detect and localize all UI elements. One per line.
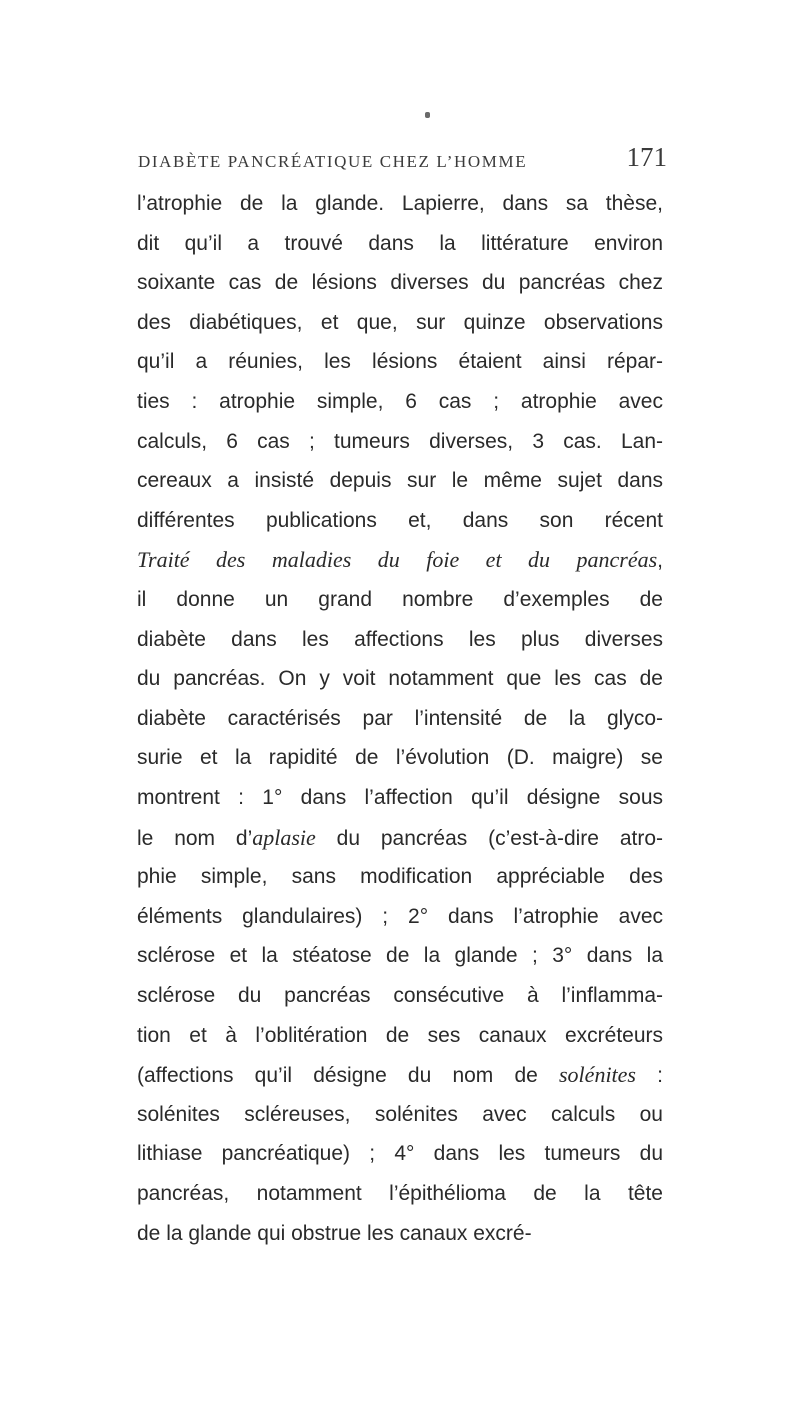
text-line [137,738,663,778]
text-line [137,1055,663,1095]
text-segment: diabète caractérisés par l’intensité de la glyco- [137,707,663,730]
text-segment: montrent : 1° dans l’affection qu’il désigne sous [137,786,663,809]
printer-mark [425,112,430,118]
text-segment: (affections qu’il désigne du nom de [137,1064,559,1087]
text-segment: de la glande qui obstrue les canaux excré- [137,1222,532,1245]
text-segment: cereaux a insisté depuis sur le même sujet dans [137,469,663,492]
text-line [137,422,663,462]
text-line [137,1016,663,1056]
text-segment: éléments glandulaires) ; 2° dans l’atrophie avec [137,905,663,928]
italic-title: Traité des maladies du foie et du pancréas [137,547,658,572]
text-line [137,857,663,897]
text-segment: calculs, 6 cas ; tumeurs diverses, 3 cas. Lan- [137,430,663,453]
text-segment: sclérose du pancréas consécutive à l’inflamma- [137,984,663,1007]
text-line [137,976,663,1016]
text-segment: lithiase pancréatique) ; 4° dans les tumeurs du [137,1142,663,1165]
text-line [137,659,663,699]
text-line [137,461,663,501]
text-segment: du pancréas (c’est-à-dire atro- [315,827,663,850]
text-segment: le nom d’ [137,827,253,850]
text-line [137,184,663,224]
text-line [137,897,663,937]
text-segment: ties : atrophie simple, 6 cas ; atrophie avec [137,390,663,413]
page-number: 171 [626,142,667,172]
text-line [137,263,663,303]
text-segment: , [657,549,663,572]
running-head [132,142,667,178]
text-segment: du pancréas. On y voit notamment que les cas de [137,667,663,690]
text-line [137,342,663,382]
text-line [137,1214,663,1254]
text-segment: qu’il a réunies, les lésions étaient ainsi répar- [137,350,663,373]
text-segment: des diabétiques, et que, sur quinze observations [137,311,663,334]
text-line [137,540,663,580]
text-segment: diabète dans les affections les plus diverses [137,628,663,651]
text-line [137,501,663,541]
text-segment: sclérose et la stéatose de la glande ; 3° dans la [137,944,663,967]
text-segment: il donne un grand nombre d’exemples de [137,588,663,611]
text-line [137,818,663,858]
text-segment: différentes publications et, dans son récent [137,509,663,532]
text-segment: solénites scléreuses, solénites avec calculs ou [137,1103,663,1126]
text-line [137,620,663,660]
text-line [137,303,663,343]
text-segment: l’atrophie de la glande. Lapierre, dans sa thèse, [137,192,663,215]
text-segment: tion et à l’oblitération de ses canaux excréteurs [137,1024,663,1047]
text-line [137,1095,663,1135]
text-line [137,1174,663,1214]
text-line [137,1134,663,1174]
text-line [137,936,663,976]
text-segment: phie simple, sans modification appréciable des [137,865,663,888]
text-line [137,778,663,818]
italic-title: solénites [559,1062,636,1087]
text-segment: dit qu’il a trouvé dans la littérature environ [137,232,663,255]
text-line [137,382,663,422]
text-line [137,224,663,264]
italic-title: aplasie [252,825,316,850]
text-segment: surie et la rapidité de l’évolution (D. maigre) se [137,746,663,769]
text-segment: : [636,1064,664,1087]
running-title: DIABÈTE PANCRÉATIQUE CHEZ L’HOMME [138,152,528,171]
text-segment: soixante cas de lésions diverses du pancréas chez [137,271,663,294]
text-segment: pancréas, notamment l’épithélioma de la tête [137,1182,663,1205]
text-line [137,580,663,620]
text-line [137,699,663,739]
